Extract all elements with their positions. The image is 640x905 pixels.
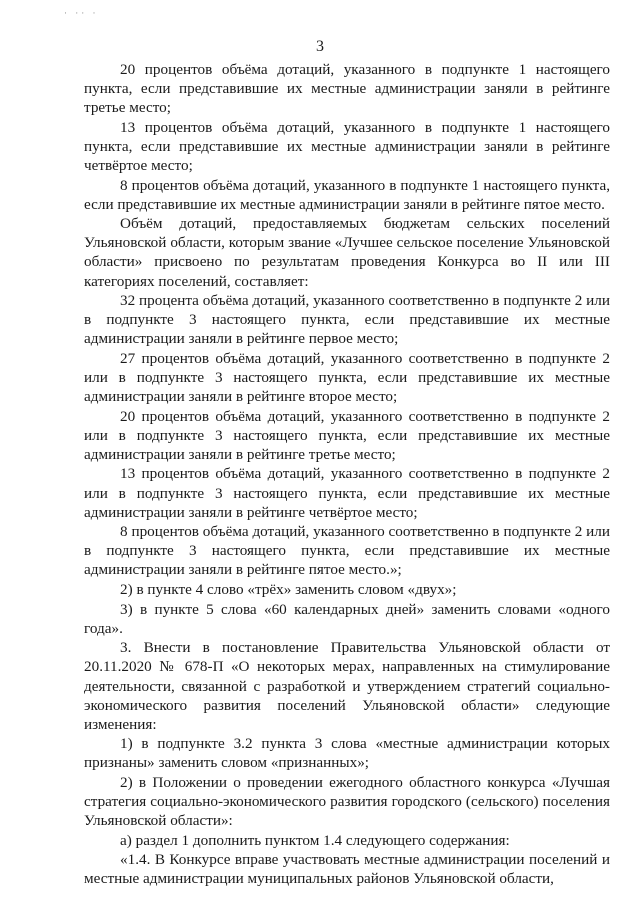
paragraph: 3) в пункте 5 слова «60 календарных дней» заменить словами «одного года».	[84, 600, 610, 637]
paragraph: «1.4. В Конкурсе вправе участвовать местные администрации поселений и местные администрации муниципальных районов Ульяновской области,	[84, 851, 610, 888]
scan-specks: · ·· ·	[64, 8, 99, 18]
paragraph: 8 процентов объёма дотаций, указанного соответственно в подпункте 2 или в подпункте 3 настоящего пункта, если представившие их местные администрации заняли в рейтинге пятое место.»;	[84, 523, 610, 579]
paragraph: 27 процентов объёма дотаций, указанного соответственно в подпункте 2 или в подпункте 3 настоящего пункта, если представившие их местные администрации заняли в рейтинге второе место;	[84, 349, 610, 406]
paragraph: 1) в подпункте 3.2 пункта 3 слова «местные администрации которых признаны» заменить словом «признанных»;	[84, 735, 610, 772]
page-number: 3	[316, 38, 324, 55]
paragraph: 32 процента объёма дотаций, указанного соответственно в подпункте 2 или в подпункте 3 настоящего пункта, если представившие их местные администрации заняли в рейтинге первое место;	[84, 292, 610, 348]
paragraph: 2) в Положении о проведении ежегодного областного конкурса «Лучшая стратегия социально-экономического развития городского (сельского) поселения Ульяновской области»:	[84, 773, 610, 830]
paragraph: 20 процентов объёма дотаций, указанного соответственно в подпункте 2 или в подпункте 3 настоящего пункта, если представившие их местные администрации заняли в рейтинге третье место;	[84, 407, 610, 463]
paragraph: 3. Внести в постановление Правительства Ульяновской области от 20.11.2020 № 678-П «О некоторых мерах, направленных на стимулирование деятельности, связанной с разработкой и утверждением стратегий социально-экономического развития поселений Ульяновской области» следующие изменения:	[84, 639, 610, 733]
document-body	[84, 60, 610, 889]
paragraph: 13 процентов объёма дотаций, указанного в подпункте 1 настоящего пункта, если представившие их местные администрации заняли в рейтинге четвёртое место;	[84, 118, 610, 174]
paragraph: 2) в пункте 4 слово «трёх» заменить словом «двух»;	[120, 581, 457, 599]
paragraph: Объём дотаций, предоставляемых бюджетам сельских поселений Ульяновской области, которым звание «Лучшее сельское поселение Ульяновской области» присвоено по результатам проведения Конкурса во II или III категориях поселений, составляет:	[84, 215, 610, 290]
paragraph: а) раздел 1 дополнить пунктом 1.4 следующего содержания:	[120, 831, 510, 849]
paragraph: 13 процентов объёма дотаций, указанного соответственно в подпункте 2 или в подпункте 3 настоящего пункта, если представившие их местные администрации заняли в рейтинге четвёртое место;	[84, 465, 610, 521]
paragraph: 8 процентов объёма дотаций, указанного в подпункте 1 настоящего пункта, если представившие их местные администрации заняли в рейтинге пятое место.	[84, 176, 610, 213]
paragraph: 20 процентов объёма дотаций, указанного в подпункте 1 настоящего пункта, если представившие их местные администрации заняли в рейтинге третье место;	[84, 61, 610, 117]
